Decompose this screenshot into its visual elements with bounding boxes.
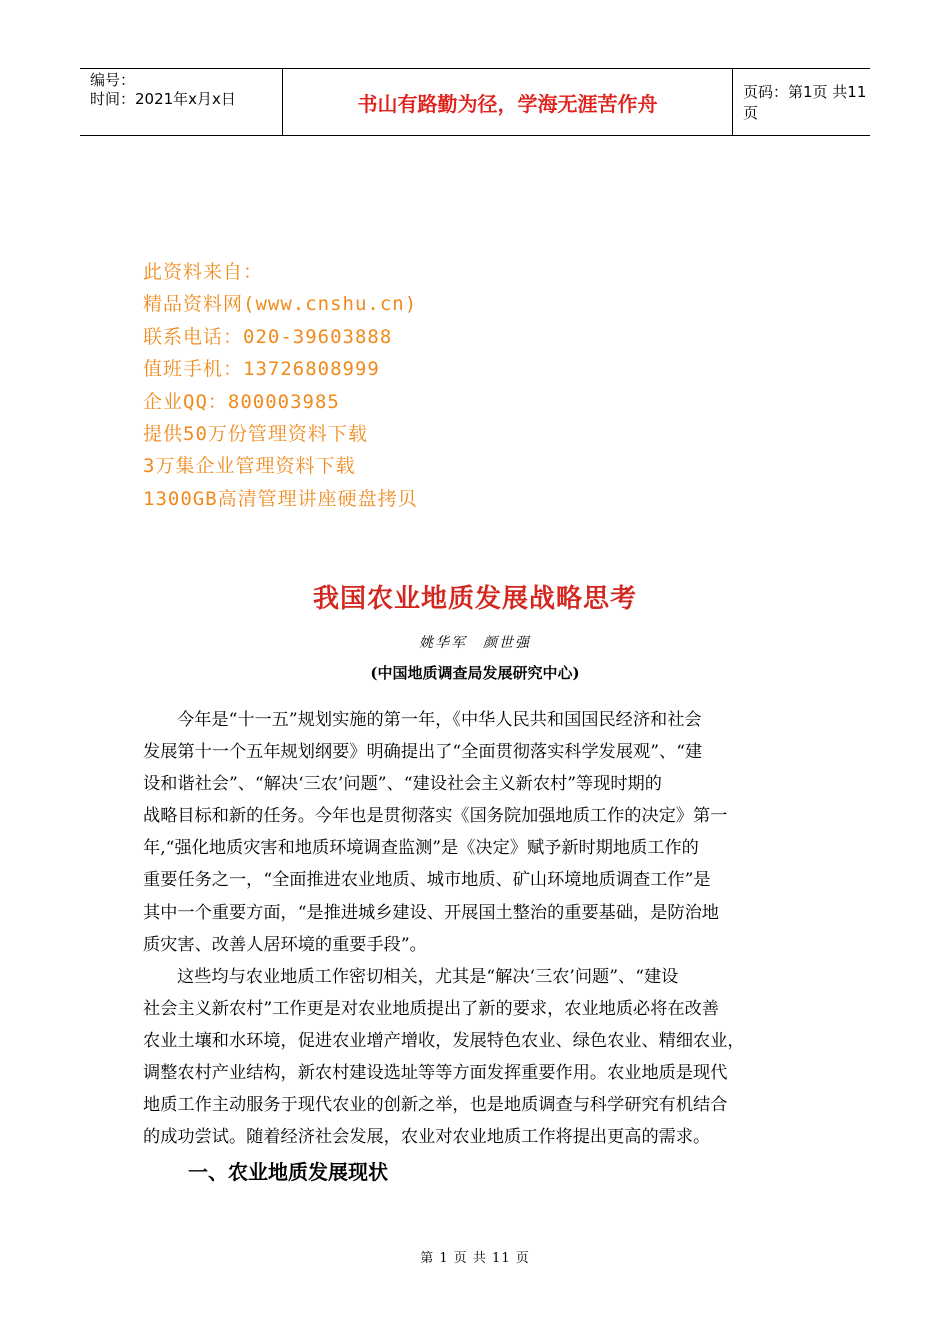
paragraph-line: 设和谐社会”、“解决‘三农’问题”、“建设社会主义新农村”等现时期的	[143, 774, 662, 795]
promo-line: 精品资料网(www.cnshu.cn)	[143, 293, 418, 316]
paragraph-line: 今年是“十一五”规划实施的第一年，《中华人民共和国国民经济和社会	[177, 710, 702, 730]
paragraph-line: 农业土壤和水环境，促进农业增产增收，发展特色农业、绿色农业、精细农业，	[143, 1030, 745, 1051]
promo-line: 联系电话：020-39603888	[143, 325, 393, 348]
header-meta-cell	[80, 69, 282, 135]
promo-line: 此资料来自：	[143, 261, 264, 283]
promo-line: 1300GB高清管理讲座硬盘拷贝	[143, 487, 418, 510]
paragraph-2	[143, 961, 807, 1154]
paragraph-line: 年,“强化地质灾害和地质环境调查监测”是《决定》赋予新时期地质工作的	[143, 838, 699, 859]
header-page-info: 页码：第1页 共11页	[743, 83, 867, 122]
paragraph-line: 这些均与农业地质工作密切相关，尤其是“解决‘三农’问题”、“建设	[177, 966, 679, 987]
promo-line: 企业QQ：800003985	[143, 390, 340, 413]
promo-line: 值班手机：13726808999	[143, 358, 380, 381]
promo-block	[143, 256, 418, 515]
document-number-label: 编号：	[90, 71, 136, 89]
paragraph-line: 的成功尝试。随着经济社会发展，农业对农业地质工作将提出更高的需求。	[143, 1127, 711, 1148]
article-body	[143, 704, 807, 1153]
paragraph-line: 质灾害、改善人居环境的重要手段”。	[143, 934, 427, 955]
document-header	[80, 68, 870, 136]
section-heading-1: 一、农业地质发展现状	[188, 1160, 388, 1184]
paragraph-line: 重要任务之一，“全面推进农业地质、城市地质、矿山环境地质调查工作”是	[143, 870, 711, 891]
paragraph-1	[143, 704, 807, 961]
paragraph-line: 地质工作主动服务于现代农业的创新之举，也是地质调查与科学研究有机结合	[143, 1095, 728, 1116]
article-authors: 姚华军 颜世强	[419, 635, 531, 651]
promo-line: 3万集企业管理资料下载	[143, 455, 356, 478]
paragraph-line: 其中一个重要方面，“是推进城乡建设、开展国土整治的重要基础，是防治地	[143, 902, 719, 923]
paragraph-line: 社会主义新农村”工作更是对农业地质提出了新的要求，农业地质必将在改善	[143, 998, 719, 1019]
article-title: 我国农业地质发展战略思考	[312, 584, 637, 614]
paragraph-line: 调整农村产业结构，新农村建设选址等等方面发挥重要作用。农业地质是现代	[143, 1063, 728, 1084]
paragraph-line: 战略目标和新的任务。今年也是贯彻落实《国务院加强地质工作的决定》第一	[143, 806, 728, 827]
promo-line: 提供50万份管理资料下载	[143, 422, 368, 445]
page-footer: 第 1 页 共 11 页	[420, 1251, 530, 1266]
header-motto: 书山有路勤为径，学海无涯苦作舟	[282, 69, 733, 135]
document-time-label: 时间：2021年x月x日	[90, 90, 236, 108]
article-affiliation: (中国地质调查局发展研究中心)	[370, 664, 580, 682]
paragraph-line: 发展第十一个五年规划纲要》明确提出了“全面贯彻落实科学发展观”、“建	[143, 742, 703, 763]
